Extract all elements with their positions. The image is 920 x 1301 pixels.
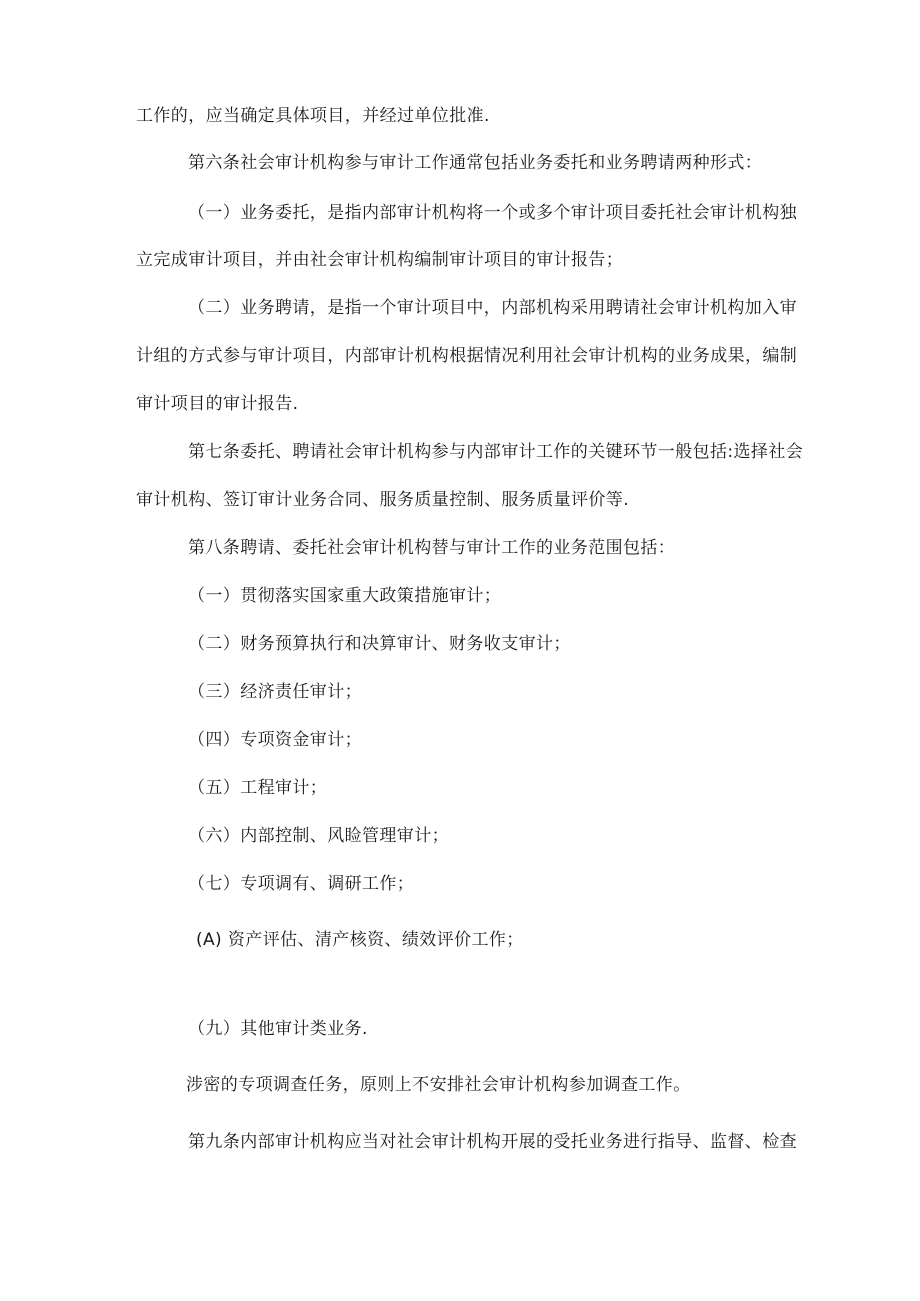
article-6-item-1-line-1: （一）业务委托，是指内部审计机构将一个或多个审计项目委托社会审计机构独 (188, 203, 797, 223)
article-6-heading: 第六条社会审计机构参与审计工作通常包括业务委托和业务聘请两种形式： (188, 153, 763, 173)
article-6-item-2-line-2: 计组的方式参与审计项目，内部审计机构根据情况利用社会审计机构的业务成果，编制 (136, 346, 798, 366)
article-8-item-4: （四）专项资金审计； (188, 730, 362, 750)
article-7-line-2: 审计机构、签订审计业务合同、服务质量控制、服务质量评价等. (136, 490, 630, 510)
article-6-item-2-line-1: （二）业务聘请，是指一个审计项目中，内部机构采用聘请社会审计机构加入审 (188, 298, 797, 318)
article-8-item-8: (A) 资产评估、清产核资、绩效评价工作； (196, 930, 524, 950)
article-8-item-5: （五）工程审计； (188, 778, 328, 798)
article-8-item-9: （九）其他审计类业务. (188, 1019, 368, 1039)
article-8-item-2: （二）财务预算执行和决算审计、财务收支审计； (188, 634, 571, 654)
article-6-item-1-line-2: 立完成审计项目，并由社会审计机构编制审计项目的审计报告； (136, 250, 624, 270)
article-8-item-3: （三）经济责任审计； (188, 682, 362, 702)
article-8-item-6: （六）内部控制、风睑管理审计； (188, 826, 449, 846)
confidential-note: 涉密的专项调查任务，原则上不安排社会审计机构参加调查工作。 (186, 1075, 691, 1095)
text-line-1: 工作的，应当确定具体项目，并经过单位批准. (136, 106, 490, 126)
article-6-item-2-line-3: 审计项目的审计报告. (136, 394, 299, 414)
article-8-item-1: （一）贯彻落实国家重大政策措施审计； (188, 586, 502, 606)
article-8-heading: 第八条聘请、委托社会审计机构替与审计工作的业务范围包括： (188, 538, 676, 558)
article-9-line-1: 第九条内部审计机构应当对社会审计机构开展的受托业务进行指导、监督、检查 (188, 1132, 797, 1152)
article-7-line-1: 第七条委托、聘请社会审计机构参与内部审计工作的关键环节一般包括:选择社会 (188, 442, 804, 462)
article-8-item-7: （七）专项调有、调研工作； (188, 874, 415, 894)
